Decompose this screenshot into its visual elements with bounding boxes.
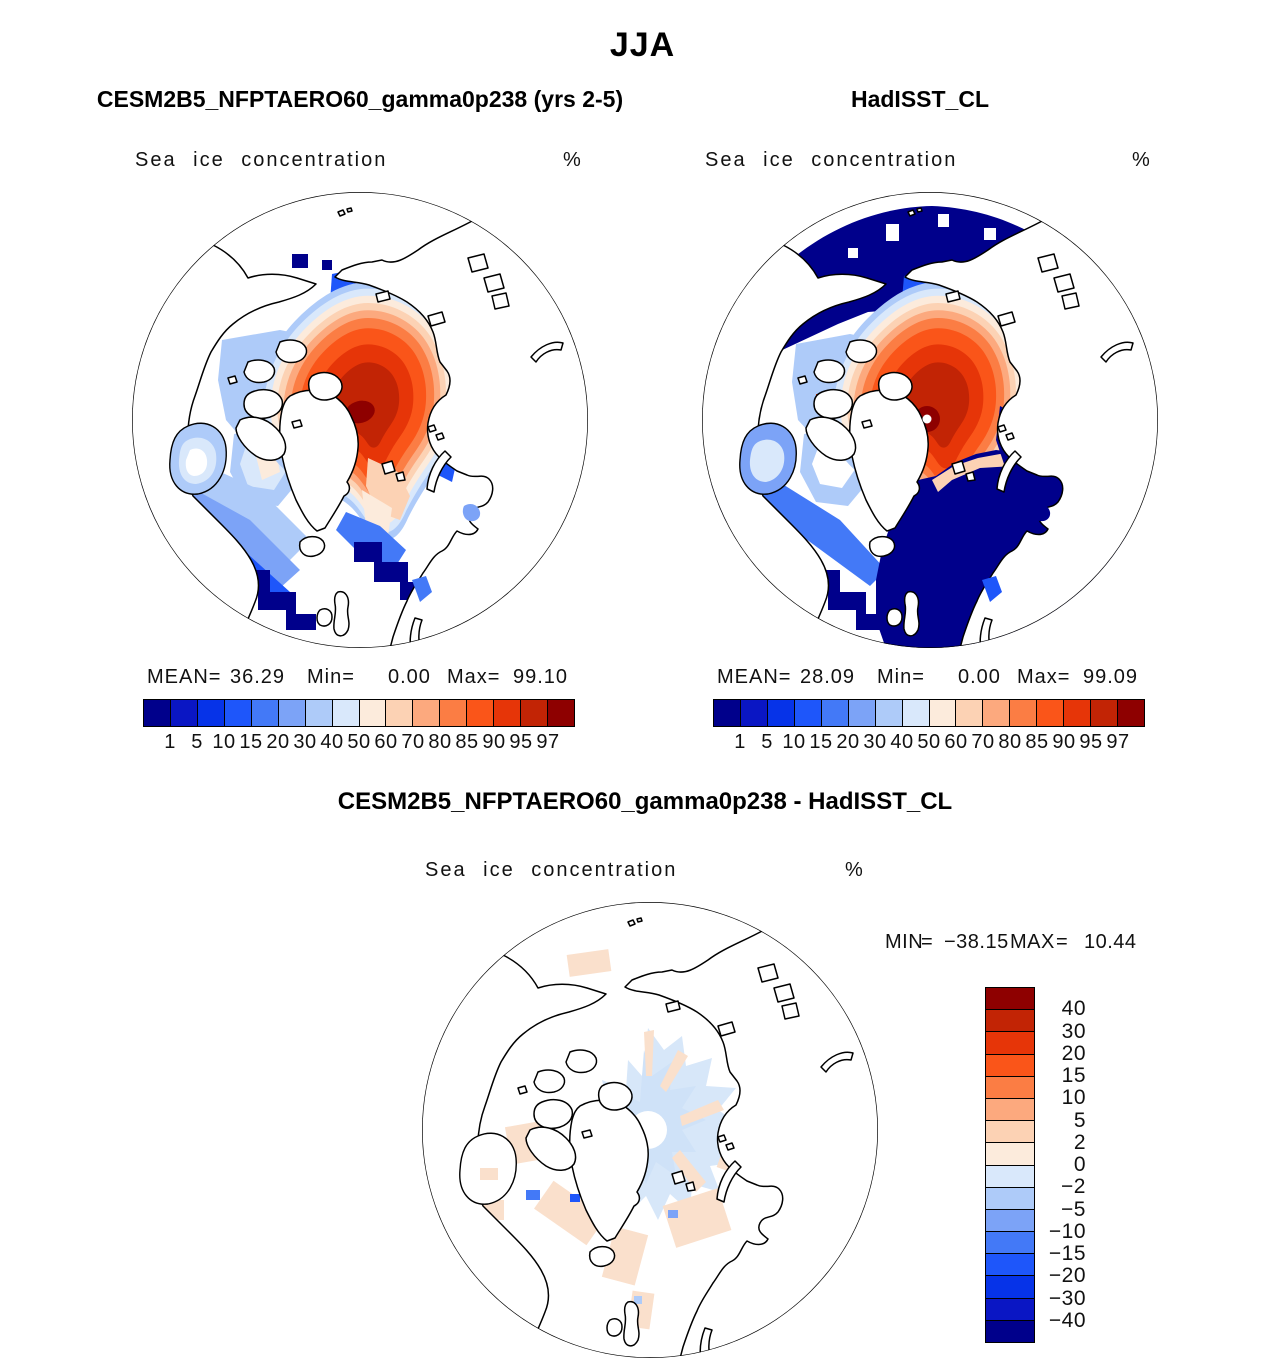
colorbar-tick-label: 30	[1061, 1019, 1086, 1043]
colorbar-tick-label: 60	[374, 731, 398, 753]
obs-panel-title: HadISST_CL	[850, 86, 990, 112]
colorbar-tick-label: 5	[1073, 1108, 1086, 1132]
colorbar-cell	[714, 700, 741, 726]
model-max-value: 99.10	[513, 666, 569, 688]
colorbar-cell	[413, 700, 440, 726]
colorbar-tick-label: 90	[482, 731, 506, 753]
diff-map	[420, 900, 880, 1360]
colorbar-tick-label: −5	[1061, 1197, 1086, 1221]
colorbar-cell	[795, 700, 822, 726]
colorbar-tick-label: −30	[1048, 1286, 1086, 1310]
obs-units-label: %	[1132, 149, 1152, 171]
colorbar-tick-label: 10	[212, 731, 236, 753]
colorbar-cell	[986, 1099, 1034, 1121]
colorbar-tick-label: 15	[809, 731, 833, 753]
colorbar-cell	[306, 700, 333, 726]
colorbar-cell	[986, 1276, 1034, 1298]
diff-colorbar	[985, 987, 1035, 1343]
colorbar-cell	[986, 1188, 1034, 1210]
obs-colorbar	[713, 699, 1145, 727]
colorbar-cell	[440, 700, 467, 726]
colorbar-cell	[983, 700, 1010, 726]
colorbar-cell	[494, 700, 521, 726]
colorbar-cell	[360, 700, 387, 726]
colorbar-tick-label: 97	[536, 731, 560, 753]
colorbar-cell	[171, 700, 198, 726]
colorbar-cell	[986, 1077, 1034, 1099]
colorbar-tick-label: 15	[239, 731, 263, 753]
diff-units-label: %	[845, 859, 865, 881]
colorbar-tick-label: 50	[347, 731, 371, 753]
colorbar-tick-label: 85	[1025, 731, 1049, 753]
colorbar-cell	[279, 700, 306, 726]
obs-mean-value: 28.09	[800, 666, 856, 688]
obs-colorbar-ticks	[713, 731, 1145, 757]
model-map	[130, 190, 590, 650]
model-min-value: 0.00	[388, 666, 431, 688]
diff-max-label: MAX	[1010, 931, 1055, 953]
colorbar-cell	[930, 700, 957, 726]
colorbar-tick-label: 5	[191, 731, 203, 753]
colorbar-cell	[822, 700, 849, 726]
colorbar-tick-label: 5	[761, 731, 773, 753]
colorbar-cell	[986, 1254, 1034, 1276]
obs-mean-label: MEAN=	[717, 666, 792, 688]
colorbar-cell	[1118, 700, 1144, 726]
obs-min-value: 0.00	[958, 666, 1001, 688]
colorbar-tick-label: 20	[836, 731, 860, 753]
colorbar-tick-label: 80	[998, 731, 1022, 753]
colorbar-tick-label: 85	[455, 731, 479, 753]
colorbar-tick-label: −2	[1061, 1175, 1086, 1199]
model-colorbar	[143, 699, 575, 727]
colorbar-cell	[986, 1010, 1034, 1032]
colorbar-cell	[986, 1143, 1034, 1165]
colorbar-tick-label: 60	[944, 731, 968, 753]
colorbar-cell	[144, 700, 171, 726]
colorbar-cell	[1010, 700, 1037, 726]
colorbar-tick-label: 1	[164, 731, 176, 753]
colorbar-cell	[768, 700, 795, 726]
model-mean-value: 36.29	[230, 666, 286, 688]
colorbar-cell	[849, 700, 876, 726]
colorbar-tick-label: 95	[1079, 731, 1103, 753]
colorbar-tick-label: −15	[1048, 1242, 1086, 1265]
obs-max-label: Max=	[1017, 666, 1071, 688]
diff-min-value: −38.15	[944, 931, 1009, 953]
model-stats-row	[130, 666, 590, 690]
obs-max-value: 99.09	[1083, 666, 1139, 688]
diff-minmax-row	[885, 931, 1185, 955]
colorbar-cell	[252, 700, 279, 726]
diff-colorbar-ticks	[1042, 987, 1086, 1343]
colorbar-cell	[986, 1321, 1034, 1342]
colorbar-tick-label: 30	[863, 731, 887, 753]
model-min-label: Min=	[307, 666, 355, 688]
colorbar-cell	[225, 700, 252, 726]
colorbar-cell	[986, 1232, 1034, 1254]
colorbar-cell	[1064, 700, 1091, 726]
colorbar-tick-label: 40	[1061, 997, 1086, 1021]
colorbar-tick-label: 10	[1061, 1086, 1086, 1110]
colorbar-cell	[198, 700, 225, 726]
colorbar-tick-label: 40	[890, 731, 914, 753]
diff-min-eq: =	[921, 931, 934, 953]
colorbar-cell	[986, 1299, 1034, 1321]
diff-field-label: Sea ice concentration	[425, 859, 678, 881]
colorbar-tick-label: 0	[1073, 1153, 1086, 1176]
colorbar-tick-label: 1	[734, 731, 746, 753]
diff-panel-title: CESM2B5_NFPTAERO60_gamma0p238 - HadISST_CL	[337, 788, 953, 815]
colorbar-tick-label: 70	[971, 731, 995, 753]
colorbar-cell	[986, 1166, 1034, 1188]
model-field-label: Sea ice concentration	[135, 149, 388, 171]
obs-map	[700, 190, 1160, 650]
colorbar-tick-label: 20	[266, 731, 290, 753]
diff-max-eq: =	[1056, 931, 1069, 953]
colorbar-cell	[467, 700, 494, 726]
colorbar-cell	[521, 700, 548, 726]
diff-min-label: MIN	[885, 931, 924, 953]
colorbar-cell	[986, 1032, 1034, 1054]
model-units-label: %	[563, 149, 583, 171]
colorbar-tick-label: 95	[509, 731, 533, 753]
colorbar-cell	[548, 700, 574, 726]
season-title: JJA	[609, 26, 676, 64]
model-colorbar-ticks	[143, 731, 575, 757]
colorbar-cell	[333, 700, 360, 726]
obs-stats-row	[700, 666, 1160, 690]
colorbar-cell	[986, 1121, 1034, 1143]
colorbar-tick-label: 20	[1061, 1041, 1086, 1065]
colorbar-tick-label: 70	[401, 731, 425, 753]
colorbar-cell	[903, 700, 930, 726]
colorbar-cell	[386, 700, 413, 726]
colorbar-tick-label: 90	[1052, 731, 1076, 753]
model-panel-title: CESM2B5_NFPTAERO60_gamma0p238 (yrs 2-5)	[96, 86, 624, 112]
colorbar-cell	[1091, 700, 1118, 726]
colorbar-tick-label: 80	[428, 731, 452, 753]
obs-min-label: Min=	[877, 666, 925, 688]
model-mean-label: MEAN=	[147, 666, 222, 688]
colorbar-cell	[1037, 700, 1064, 726]
model-max-label: Max=	[447, 666, 501, 688]
obs-field-label: Sea ice concentration	[705, 149, 958, 171]
colorbar-cell	[986, 1055, 1034, 1077]
colorbar-cell	[986, 1210, 1034, 1232]
colorbar-cell	[741, 700, 768, 726]
colorbar-cell	[876, 700, 903, 726]
colorbar-cell	[956, 700, 983, 726]
colorbar-tick-label: −20	[1048, 1264, 1086, 1288]
colorbar-tick-label: 97	[1106, 731, 1130, 753]
colorbar-tick-label: 40	[320, 731, 344, 753]
colorbar-tick-label: 2	[1073, 1130, 1086, 1154]
colorbar-cell	[986, 988, 1034, 1010]
colorbar-tick-label: 15	[1061, 1064, 1086, 1087]
diff-max-value: 10.44	[1084, 931, 1137, 953]
colorbar-tick-label: −40	[1048, 1308, 1086, 1332]
colorbar-tick-label: 30	[293, 731, 317, 753]
colorbar-tick-label: 50	[917, 731, 941, 753]
colorbar-tick-label: 10	[782, 731, 806, 753]
colorbar-tick-label: −10	[1048, 1219, 1086, 1243]
